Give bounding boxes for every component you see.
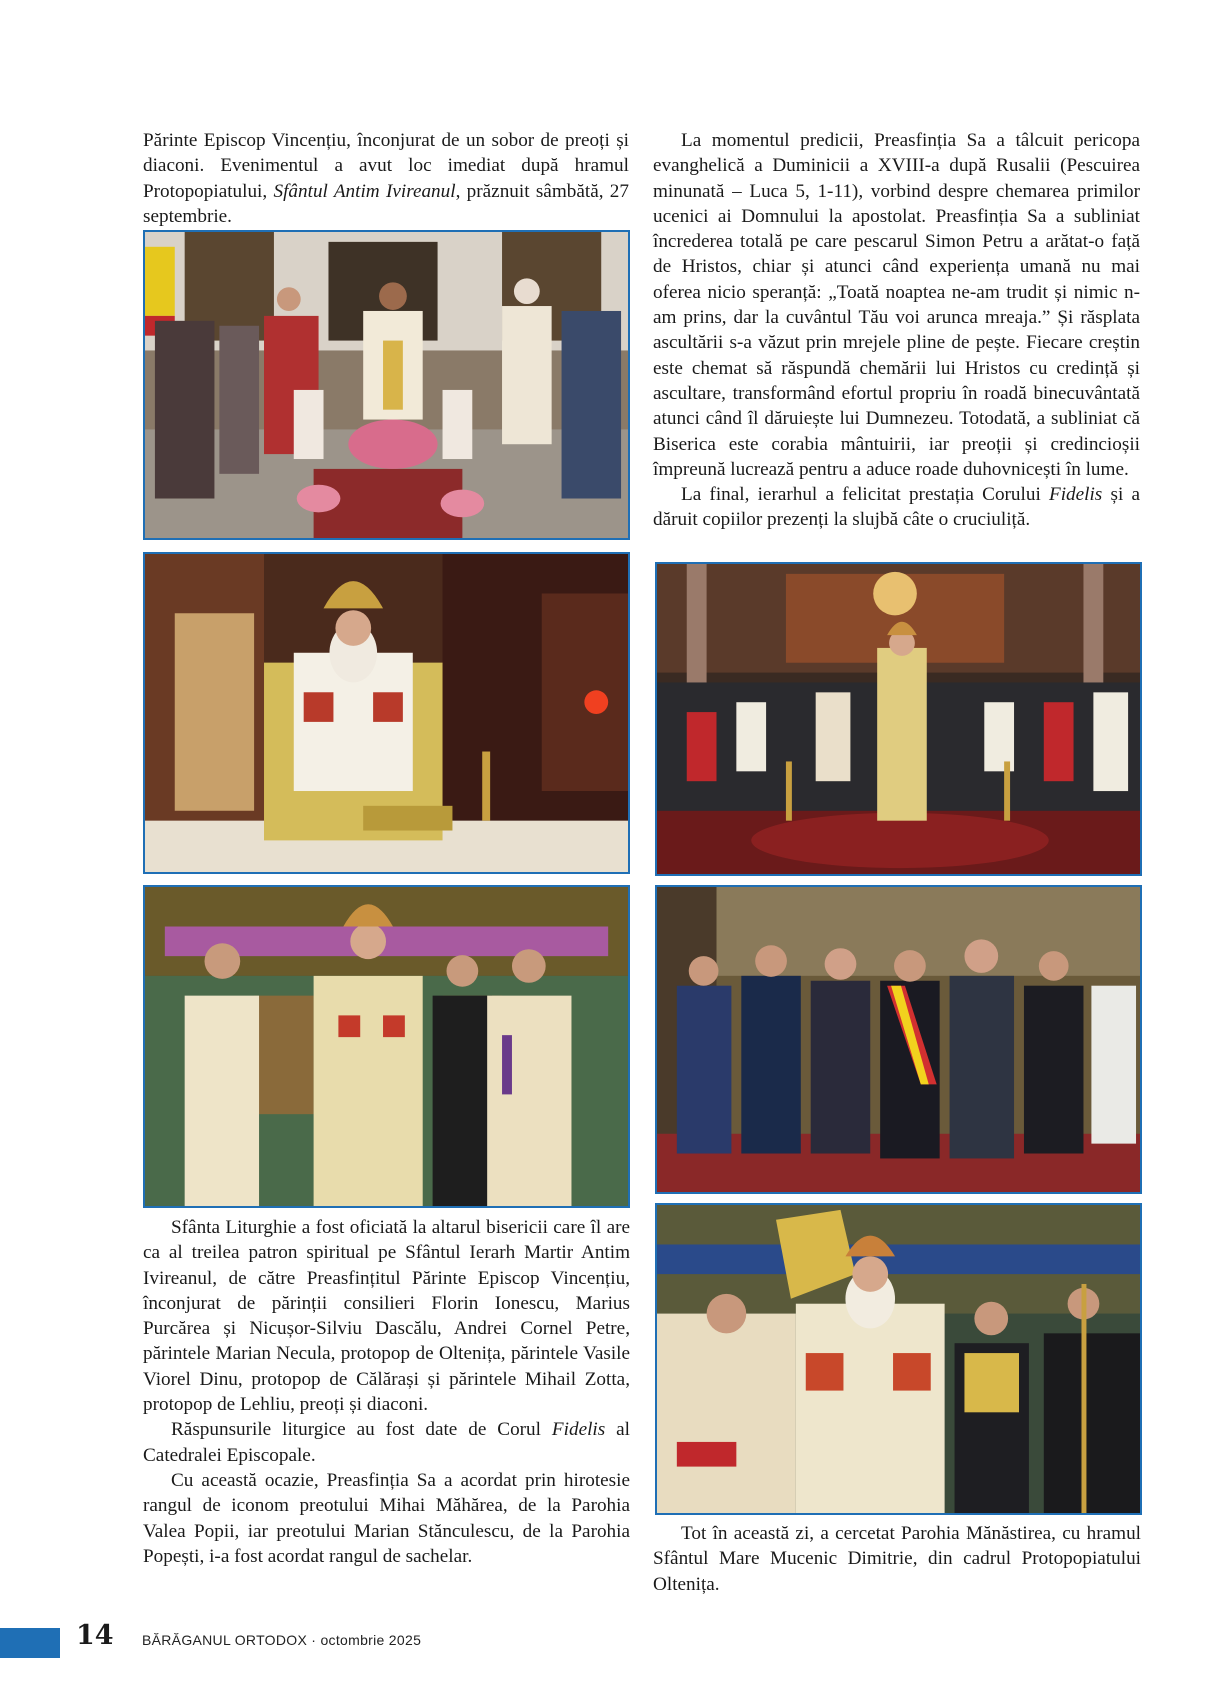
paragraph: Părinte Episcop Vincențiu, înconjurat de un sobor de preoți și diaconi. Evenimentul a avut loc imediat după hramul Protopopiatului, Sfântul Antim Ivireanul, prăznuit sâmbătă, 27 septembrie. <box>143 130 629 227</box>
left-bottom-text <box>143 1215 630 1569</box>
right-bottom-text <box>653 1521 1141 1597</box>
paragraph: Cu această ocazie, Preasfinția Sa a acordat prin hirotesie rangul de iconom preotului Mihai Măhărea, de la Parohia Valea Popii, iar preotului Marian Stănculescu, de la Parohia Popești, i-a fost acordat rangul de sachelar. <box>143 1469 630 1567</box>
photo-bishop-altar <box>143 552 630 874</box>
paragraph: Răspunsurile liturgice au fost date de Corul Fidelis al Catedralei Episcopale. <box>143 1419 630 1466</box>
photo-procession <box>143 230 630 540</box>
photo-bishop-procession <box>655 1203 1142 1515</box>
footer-accent-bar <box>0 1628 60 1658</box>
page-number: 14 <box>76 1620 114 1651</box>
left-top-text <box>143 128 629 229</box>
paragraph: Tot în această zi, a cercetat Parohia Mănăstirea, cu hramul Sfântul Mare Mucenic Dimitrie, din cadrul Protopopiatului Oltenița. <box>653 1523 1141 1595</box>
photo-bishop-procession-image <box>657 1205 1140 1513</box>
photo-officials <box>655 885 1142 1194</box>
photo-bishop-altar-image <box>145 554 628 872</box>
photo-clergy-iconostasis <box>143 885 630 1208</box>
photo-clergy-iconostasis-image <box>145 887 628 1206</box>
photo-procession-image <box>145 232 628 538</box>
paragraph: La final, ierarhul a felicitat prestația Corului Fidelis și a dăruit copiilor prezenți la slujbă câte o cruciuliță. <box>653 484 1140 531</box>
photo-officials-image <box>657 887 1140 1192</box>
paragraph: Sfânta Liturghie a fost oficiată la altarul bisericii care îl are ca al treilea patron spiritual pe Sfântul Ierarh Martir Antim Ivireanul, de către Preasfințitul Părinte Episcop Vincențiu, înconjurat de părinții consilieri Florin Ionescu, Marius Purcărea și Nicușor-Silviu Dascălu, Andrei Cornel Petre, părintele Marian Necula, protopop de Oltenița, părintele Vasile Viorel Dinu, protopop de Călărași și părintele Mihail Zotta, protopop de Lehliu, preoți și diaconi. <box>143 1217 630 1416</box>
footer-publication: BĂRĂGANUL ORTODOX · octombrie 2025 <box>142 1632 422 1648</box>
right-top-text <box>653 128 1140 533</box>
photo-nave-congregation <box>655 562 1142 876</box>
paragraph: La momentul predicii, Preasfinția Sa a tâlcuit pericopa evanghelică a Duminicii a XVIII-a după Rusalii (Pescuirea minunată – Luca 5, 1-11), vorbind despre chemarea primilor ucenici ai Domnului la apostolat. Preasfinția Sa a subliniat încrederea totală pe care pescarul Simon Petru a arătat-o față de Hristos, chiar și atunci când experiența umană nu mai oferea nicio speranță: „Toată noaptea ne-am trudit și nimic n-am prins, dar la cuvântul Tău voi arunca mreaja.” Și răsplata ascultării s-a văzut prin mrejele pline de pește. Fiecare creștin este chemat să răspundă chemării lui Hristos cu credință și ascultare, transformând efortul propriu în roadă binecuvântată atunci când îl dăruiește lui Dumnezeu. Totodată, a subliniat că Biserica este corabia mântuirii, iar preoții și credincioșii împreună lucrează pentru a aduce roade duhovnicești în lume. <box>653 130 1140 480</box>
photo-nave-congregation-image <box>657 564 1140 874</box>
